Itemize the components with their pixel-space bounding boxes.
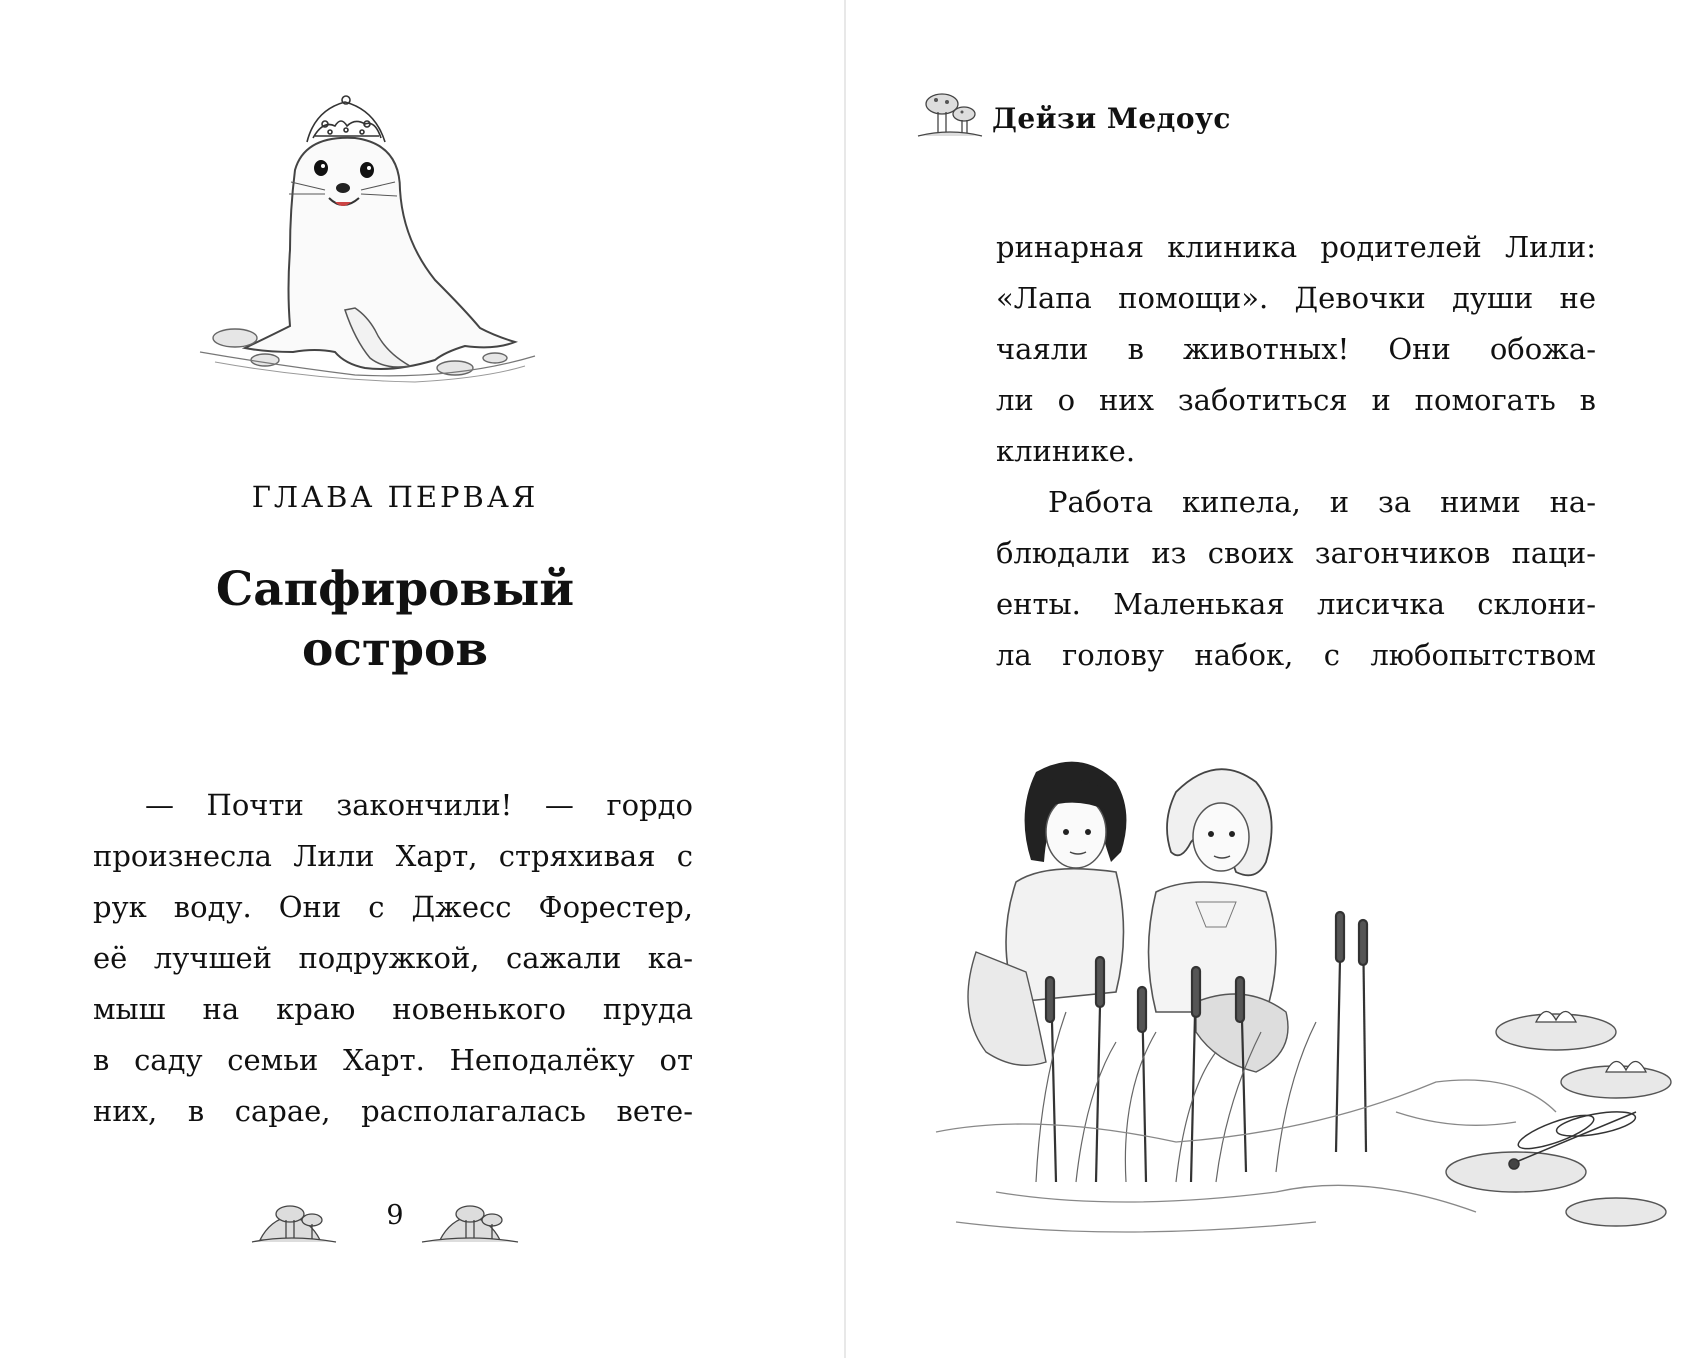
text-line: блюдали из своих загончиков паци- bbox=[996, 536, 1596, 570]
text-line: рук воду. Они с Джесс Форестер, bbox=[93, 890, 693, 924]
chapter-title-line-2: остров bbox=[302, 622, 488, 677]
right-text bbox=[996, 222, 1596, 681]
text-line: чаяли в животных! Они обожа- bbox=[996, 332, 1596, 366]
running-head-author: Дейзи Медоус bbox=[992, 102, 1231, 135]
text-line: — Почти закончили! — гордо bbox=[145, 788, 693, 822]
text-line: ли о них заботиться и помогать в bbox=[996, 383, 1596, 417]
page-number: 9 bbox=[386, 1200, 404, 1231]
text-line: её лучшей подружкой, сажали ка- bbox=[93, 941, 693, 975]
mushroom-icon bbox=[916, 88, 984, 144]
left-paragraph bbox=[93, 780, 693, 1137]
text-line: Работа кипела, и за ними на- bbox=[1048, 485, 1596, 519]
text-line: «Лапа помощи». Девочки души не bbox=[996, 281, 1596, 315]
chapter-label: ГЛАВА ПЕРВАЯ bbox=[251, 480, 539, 514]
text-line: произнесла Лили Харт, стряхивая с bbox=[93, 839, 693, 873]
right-page bbox=[846, 0, 1690, 1358]
chapter-title bbox=[0, 560, 790, 680]
girls-at-pond-illustration bbox=[916, 752, 1686, 1272]
chapter-title-line-1: Сапфировый bbox=[215, 562, 575, 617]
text-line: енты. Маленькая лисичка склони- bbox=[996, 587, 1596, 621]
text-line: в саду семьи Харт. Неподалёку от bbox=[93, 1043, 693, 1077]
text-line: ринарная клиника родителей Лили: bbox=[996, 230, 1596, 264]
text-line: клинике. bbox=[996, 434, 1136, 468]
text-line: ла голову набок, с любопытством bbox=[996, 638, 1596, 672]
text-line: мыш на краю новенького пруда bbox=[93, 992, 693, 1026]
seal-with-tiara-illustration bbox=[195, 90, 575, 420]
text-line: них, в сарае, располагалась вете- bbox=[93, 1094, 693, 1128]
